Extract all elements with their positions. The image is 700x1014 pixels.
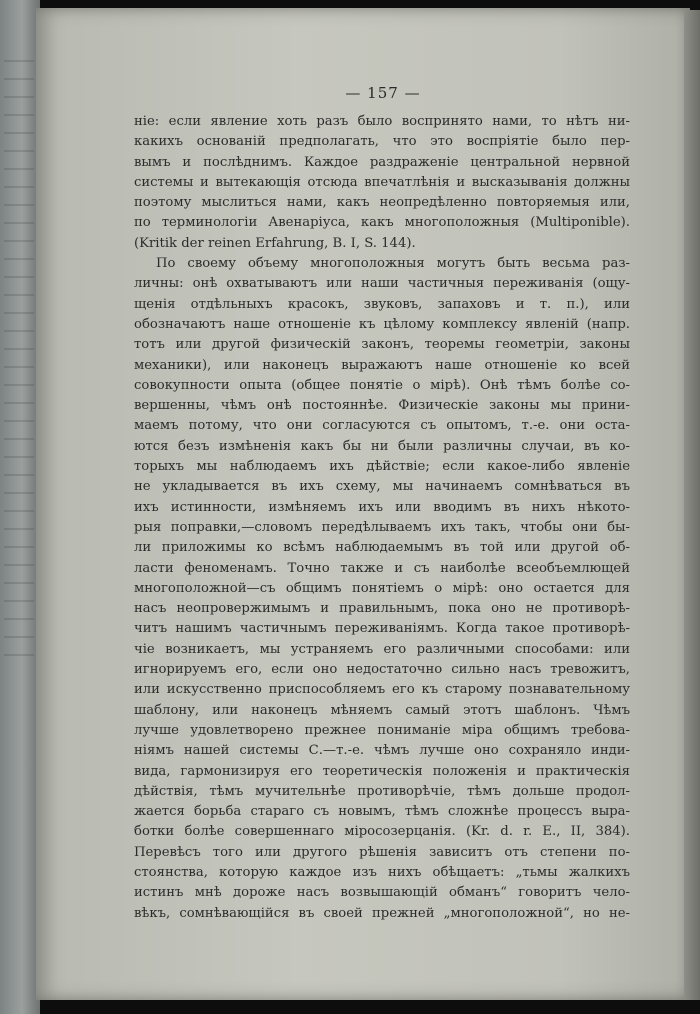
- text-line: щенія отдѣльныхъ красокъ, звуковъ, запаховъ и т. п.), или: [134, 296, 630, 312]
- text-line: вымъ и послѣднимъ. Каждое раздраженіе центральной нервной: [134, 154, 630, 170]
- text-line: ются безъ измѣненія какъ бы ни были различны случаи, въ ко-: [134, 438, 630, 454]
- text-line: вершенны, чѣмъ онѣ постояннѣе. Физическіе законы мы прини-: [134, 398, 630, 414]
- text-line: многоположной—съ общимъ понятіемъ о мірѣ: оно остается для: [134, 580, 630, 596]
- text-line: лучше удовлетворено прежнее пониманіе міра общимъ требова-: [134, 722, 630, 738]
- text-line: ихъ истинности, измѣняемъ ихъ или вводимъ въ нихъ нѣкото-: [134, 499, 630, 515]
- paragraph: [134, 112, 630, 254]
- text-line: рыя поправки,—словомъ передѣлываемъ ихъ такъ, чтобы они бы-: [134, 519, 630, 535]
- text-line: ніямъ нашей системы С.—т.-е. чѣмъ лучше оно сохраняло инди-: [134, 743, 630, 759]
- text-line: обозначаютъ наше отношеніе къ цѣлому комплексу явленій (напр.: [134, 316, 630, 332]
- text-line: ласти феноменамъ. Точно также и съ наиболѣе всеобъемлющей: [134, 560, 630, 576]
- text-line: Перевѣсъ того или другого рѣшенія зависитъ отъ степени по-: [134, 844, 630, 860]
- text-line: игнорируемъ его, если оно недостаточно сильно насъ тревожитъ,: [134, 662, 630, 678]
- text-line: читъ нашимъ частичнымъ переживаніямъ. Когда такое противорѣ-: [134, 621, 630, 637]
- text-line: не укладывается въ ихъ схему, мы начинаемъ сомнѣваться въ: [134, 479, 630, 495]
- text-line: насъ неопровержимымъ и правильнымъ, пока оно не противорѣ-: [134, 601, 630, 617]
- text-line: маемъ потому, что они согласуются съ опытомъ, т.-е. они оста-: [134, 418, 630, 434]
- facing-page-text-shadow: [4, 60, 34, 660]
- book-page: [36, 8, 690, 1000]
- page-stack-edge: [684, 10, 700, 1000]
- text-line: истинъ мнѣ дороже насъ возвышающій обманъ“ говоритъ чело-: [134, 885, 630, 901]
- text-line: стоянства, которую каждое изъ нихъ обѣщаетъ: „тьмы жалкихъ: [134, 864, 630, 880]
- text-line: дѣйствія, тѣмъ мучительнѣе противорѣчіе, тѣмъ дольше продол-: [134, 783, 630, 799]
- text-line: жается борьба стараго съ новымъ, тѣмъ сложнѣе процессъ выра-: [134, 804, 630, 820]
- page-number: — 157 —: [345, 84, 421, 102]
- text-line: ли приложимы ко всѣмъ наблюдаемымъ въ той или другой об-: [134, 540, 630, 556]
- text-line: шаблону, или наконецъ мѣняемъ самый этотъ шаблонъ. Чѣмъ: [134, 702, 630, 718]
- text-line: тотъ или другой физическій законъ, теоремы геометріи, законы: [134, 337, 630, 353]
- text-line: ботки болѣе совершеннаго міросозерцанія. (Kr. d. r. E., II, 384).: [134, 824, 630, 840]
- facing-page-edge: [0, 0, 40, 1014]
- paragraph: [134, 254, 630, 924]
- text-line: вида, гармонизируя его теоретическія положенія и практическія: [134, 763, 630, 779]
- text-line: поэтому мыслиться нами, какъ неопредѣленно повторяемыя или,: [134, 195, 630, 211]
- text-line: или искусственно приспособляемъ его къ старому познавательному: [134, 682, 630, 698]
- text-line: системы и вытекающія отсюда впечатлѣнія и высказыванія должны: [134, 174, 630, 190]
- text-line: По своему объему многоположныя могутъ быть весьма раз-: [156, 256, 630, 272]
- text-line: чіе возникаетъ, мы устраняемъ его различными способами: или: [134, 641, 630, 657]
- text-line: (Kritik der reinen Erfahrung, B. I, S. 144).: [134, 235, 416, 251]
- text-line: по терминологіи Авенаріуса, какъ многоположныя (Multiponible).: [134, 215, 630, 231]
- text-line: механики), или наконецъ выражаютъ наше отношеніе ко всей: [134, 357, 630, 373]
- text-line: торыхъ мы наблюдаемъ ихъ дѣйствіе; если какое-либо явленіе: [134, 459, 630, 475]
- text-line: ніе: если явление хоть разъ было воспринято нами, то нѣтъ ни-: [134, 114, 630, 129]
- text-line: вѣкъ, сомнѣвающійся въ своей прежней „многоположной“, но не-: [134, 905, 630, 921]
- text-line: какихъ основаній предполагать, что это воспріятіе было пер-: [134, 134, 630, 150]
- text-line: личны: онѣ охватываютъ или наши частичныя переживанія (ощу-: [134, 276, 630, 292]
- page-body-text: [134, 112, 630, 924]
- text-line: совокупности опыта (общее понятіе о мірѣ). Онѣ тѣмъ болѣе со-: [134, 377, 630, 393]
